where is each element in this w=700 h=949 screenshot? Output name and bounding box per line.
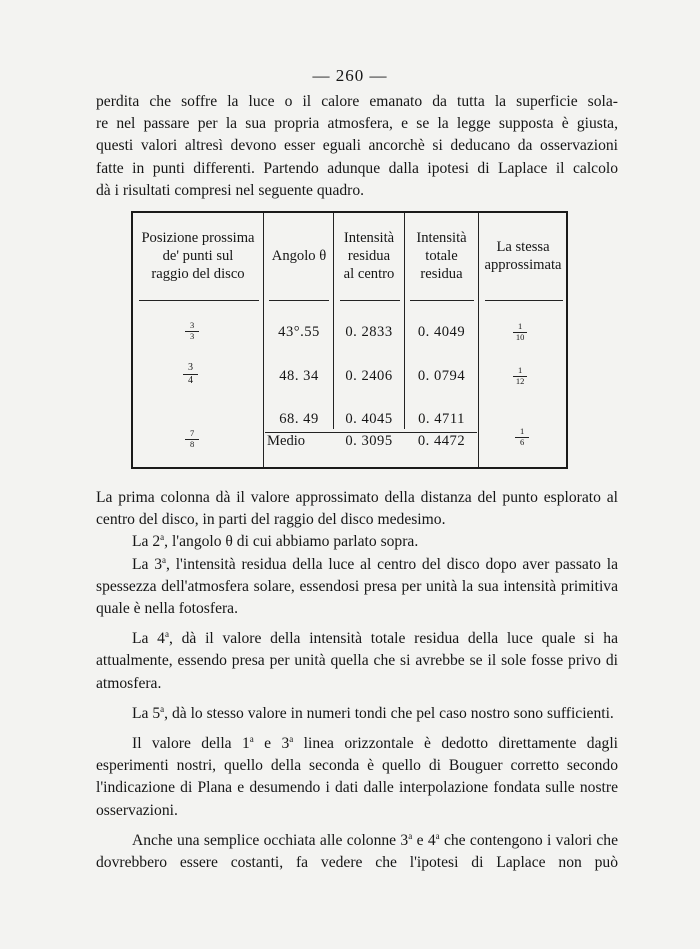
- intro-paragraph: [96, 91, 618, 202]
- header-center-intensity: [334, 229, 404, 283]
- paragraph-conclusion: Anche una semplice occhiata alle colonne 3$^a$ e 4$^a$ che contengono i valori che dovrebbero essere costanti, fa vedere che l'ipotesi di Laplace non può: [96, 830, 619, 872]
- position-fraction: $\frac{3}{4}$: [183, 362, 198, 386]
- intro-line: perdita che soffre la luce o il calore emanato da tutta la superficie sola-: [96, 93, 618, 110]
- paragraph-column-1: La prima colonna dà il valore approssimato della distanza del punto esplorato al centro del disco, in parti del raggio del disco medesimo.: [96, 489, 618, 529]
- center-intensity-cell: 0. 2833: [345, 324, 393, 340]
- header-line: residua: [347, 248, 391, 264]
- angle-cell: 43°.55: [278, 324, 320, 340]
- total-intensity-cell: 0. 4711: [418, 411, 465, 427]
- position-fraction: $\frac{7}{8}$: [185, 429, 199, 449]
- intro-line: re nel passare per la sua propria atmosfera, e se la legge supposta è giusta,: [96, 115, 618, 133]
- explanation-text: [96, 487, 618, 874]
- header-rule: [485, 300, 563, 301]
- header-line: Intensità: [343, 230, 395, 246]
- total-intensity-cell: 0. 0794: [417, 368, 466, 384]
- header-angle: [264, 247, 334, 265]
- header-line: La stessa: [496, 239, 550, 255]
- position-fraction: $\frac{3}{3}$: [185, 321, 199, 341]
- intro-line: fatte in punti differenti. Partendo adunque dalla ipotesi di Laplace il calcolo: [96, 159, 618, 177]
- angle-cell: 68. 49: [279, 411, 319, 427]
- intro-line: questi valori altresì devono esser eguali ancorchè si deducano da osservazioni: [96, 137, 618, 155]
- header-rule: [340, 300, 400, 301]
- header-line: Posizione prossima: [141, 230, 255, 246]
- paragraph-row-source: Il valore della 1$^a$ e 3$^a$ linea orizzontale è dedotto direttamente dagli esperimenti nostri, quello della seconda è quello di Bouguer corretto secondo l'indicazione di Plana e desumendo i dati dalle interpolazione fondata sulle nostre osservazioni.: [96, 733, 618, 819]
- header-line: raggio del disco: [151, 266, 245, 282]
- paragraph-column-3: La 3$^a$, l'intensità residua della luce al centro del disco dopo aver passato la spessezza dell'atmosfera solare, essendosi presa per unità la sua intensità primitiva quale è nella fotosfera.: [96, 554, 618, 618]
- paragraph-column-2: La 2$^a$, l'angolo θ di cui abbiamo parlato sopra.: [132, 532, 419, 551]
- header-line: de' punti sul: [162, 248, 234, 264]
- center-intensity-cell: 0. 4045: [345, 411, 393, 427]
- header-line: totale: [425, 248, 458, 264]
- header-line: residua: [420, 266, 463, 282]
- header-rule: [269, 300, 329, 301]
- approx-fraction: $\frac{1}{10}$: [513, 322, 527, 342]
- approx-fraction: $\frac{1}{12}$: [513, 366, 527, 386]
- header-line: Angolo θ: [271, 248, 327, 264]
- angle-cell: 48. 34: [279, 368, 319, 384]
- header-position: [133, 229, 263, 283]
- approx-fraction: $\frac{1}{6}$: [515, 427, 529, 447]
- header-rule: [139, 300, 259, 301]
- results-table: [131, 211, 568, 469]
- paragraph-column-4: La 4$^a$, dà il valore della intensità totale residua della luce quale si ha attualmente, essendo presa per unità quella che si avrebbe se il sole fosse privo di atmosfera.: [96, 629, 618, 692]
- mean-total-cell: 0. 4472: [417, 433, 466, 449]
- header-rule: [410, 300, 474, 301]
- header-line: al centro: [343, 266, 395, 282]
- mean-center-cell: 0. 3095: [345, 433, 393, 449]
- mean-label: Medio: [267, 433, 306, 449]
- header-total-intensity: [405, 229, 478, 283]
- total-intensity-cell: 0. 4049: [417, 324, 466, 340]
- header-line: approssimata: [484, 257, 562, 273]
- header-line: Intensità: [416, 230, 467, 246]
- paragraph-column-5: La 5$^a$, dà lo stesso valore in numeri tondi che pel caso nostro sono sufficienti.: [132, 703, 614, 722]
- intro-line: dà i risultati compresi nel seguente quadro.: [96, 181, 365, 199]
- header-approx: [479, 238, 567, 274]
- page-number: — 260 —: [312, 66, 388, 85]
- center-intensity-cell: 0. 2406: [345, 368, 393, 384]
